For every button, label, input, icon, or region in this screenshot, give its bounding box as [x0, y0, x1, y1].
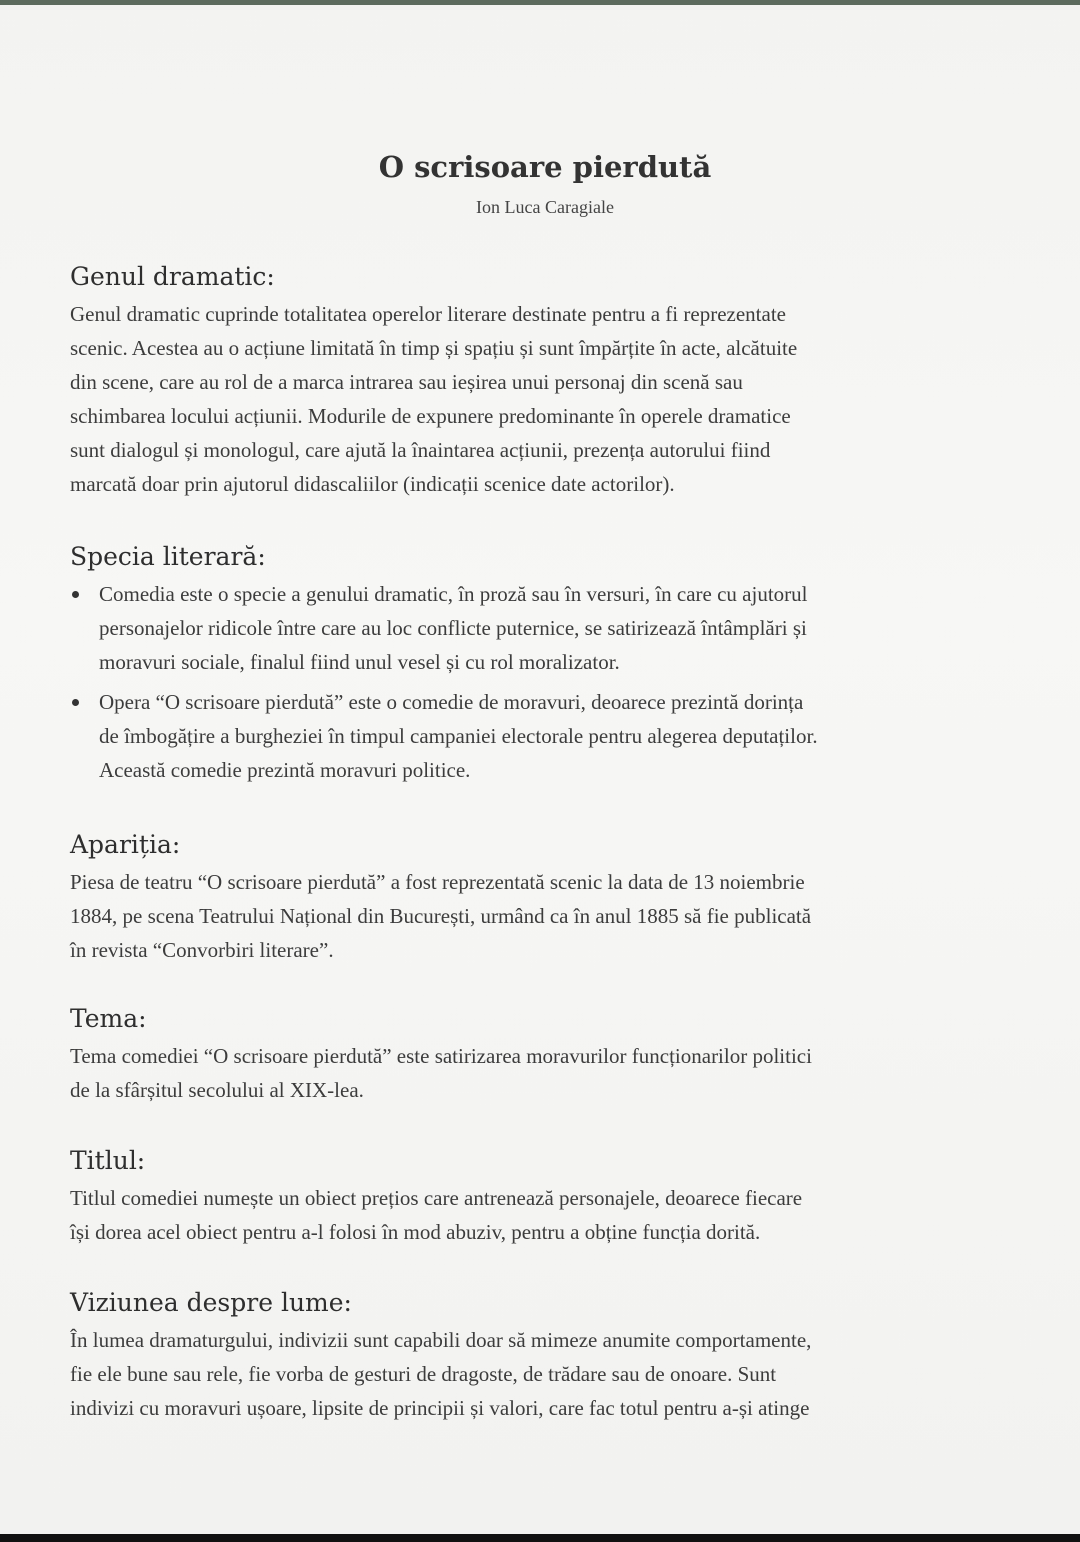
- section-aparitia: [70, 830, 1020, 967]
- list-item: [70, 685, 1020, 787]
- text-line: Tema comediei “O scrisoare pierdută” este satirizarea moravurilor funcționarilor politici: [70, 1044, 812, 1068]
- section-heading: Titlul:: [70, 1146, 146, 1175]
- text-line: de la sfârșitul secolului al XIX-lea.: [70, 1078, 364, 1102]
- list-item: [70, 577, 1020, 679]
- document-title: O scrisoare pierdută: [378, 150, 712, 184]
- text-line: 1884, pe scena Teatrului Național din București, urmând ca în anul 1885 să fie publicată: [70, 904, 812, 928]
- bullet-icon: [72, 699, 79, 706]
- page-bottom-edge: [0, 1534, 1080, 1542]
- text-line: Opera “O scrisoare pierdută” este o comedie de moravuri, deoarece prezintă dorința: [99, 690, 804, 714]
- text-line: sunt dialogul și monologul, care ajută la înaintarea acțiunii, prezența autorului fiind: [70, 438, 771, 462]
- section-specia-literara: [70, 542, 1020, 787]
- text-line: scenic. Acestea au o acțiune limitată în timp și spațiu și sunt împărțite în acte, alcătuite: [70, 336, 798, 360]
- section-heading: Genul dramatic:: [70, 262, 275, 291]
- section-heading: Specia literară:: [70, 542, 266, 571]
- text-line: personajelor ridicole între care au loc conflicte puternice, se satirizează întâmplări și: [99, 616, 807, 640]
- document-author: Ion Luca Caragiale: [476, 197, 614, 217]
- section-heading: Viziunea despre lume:: [70, 1288, 352, 1317]
- section-tema: [70, 1004, 1020, 1107]
- text-line: marcată doar prin ajutorul didascaliilor (indicații scenice date actorilor).: [70, 472, 675, 496]
- text-line: În lumea dramaturgului, indivizii sunt capabili doar să mimeze anumite comportamente,: [70, 1328, 812, 1352]
- page-top-edge: [0, 0, 1080, 5]
- text-line: Piesa de teatru “O scrisoare pierdută” a fost reprezentată scenic la data de 13 noiembrie: [70, 870, 805, 894]
- text-line: Comedia este o specie a genului dramatic, în proză sau în versuri, în care cu ajutorul: [99, 582, 808, 606]
- text-line: Această comedie prezintă moravuri politice.: [99, 758, 471, 782]
- bullet-icon: [72, 591, 79, 598]
- text-line: moravuri sociale, finalul fiind unul vesel și cu rol moralizator.: [99, 650, 620, 674]
- section-heading: Apariția:: [70, 830, 181, 859]
- section-genul-dramatic: [70, 262, 1020, 501]
- text-line: Titlul comediei numește un obiect prețios care antrenează personajele, deoarece fiecare: [70, 1186, 803, 1210]
- text-line: indivizi cu moravuri ușoare, lipsite de principii și valori, care fac totul pentru a-și atinge: [70, 1396, 810, 1420]
- section-titlul: [70, 1146, 1020, 1249]
- text-line: din scene, care au rol de a marca intrarea sau ieșirea unui personaj din scenă sau: [70, 370, 743, 394]
- text-line: își dorea acel obiect pentru a-l folosi în mod abuziv, pentru a obține funcția dorită.: [70, 1220, 761, 1244]
- text-line: în revista “Convorbiri literare”.: [70, 938, 334, 962]
- text-line: schimbarea locului acțiunii. Modurile de expunere predominante în operele dramatice: [70, 404, 791, 428]
- section-heading: Tema:: [70, 1004, 147, 1033]
- text-line: fie ele bune sau rele, fie vorba de gesturi de dragoste, de trădare sau de onoare. Sunt: [70, 1362, 777, 1386]
- text-line: de îmbogățire a burgheziei în timpul campaniei electorale pentru alegerea deputaților.: [99, 724, 818, 748]
- bullet-list: [70, 577, 1020, 787]
- section-viziunea-despre-lume: [70, 1288, 1020, 1425]
- text-line: Genul dramatic cuprinde totalitatea operelor literare destinate pentru a fi reprezentate: [70, 302, 786, 326]
